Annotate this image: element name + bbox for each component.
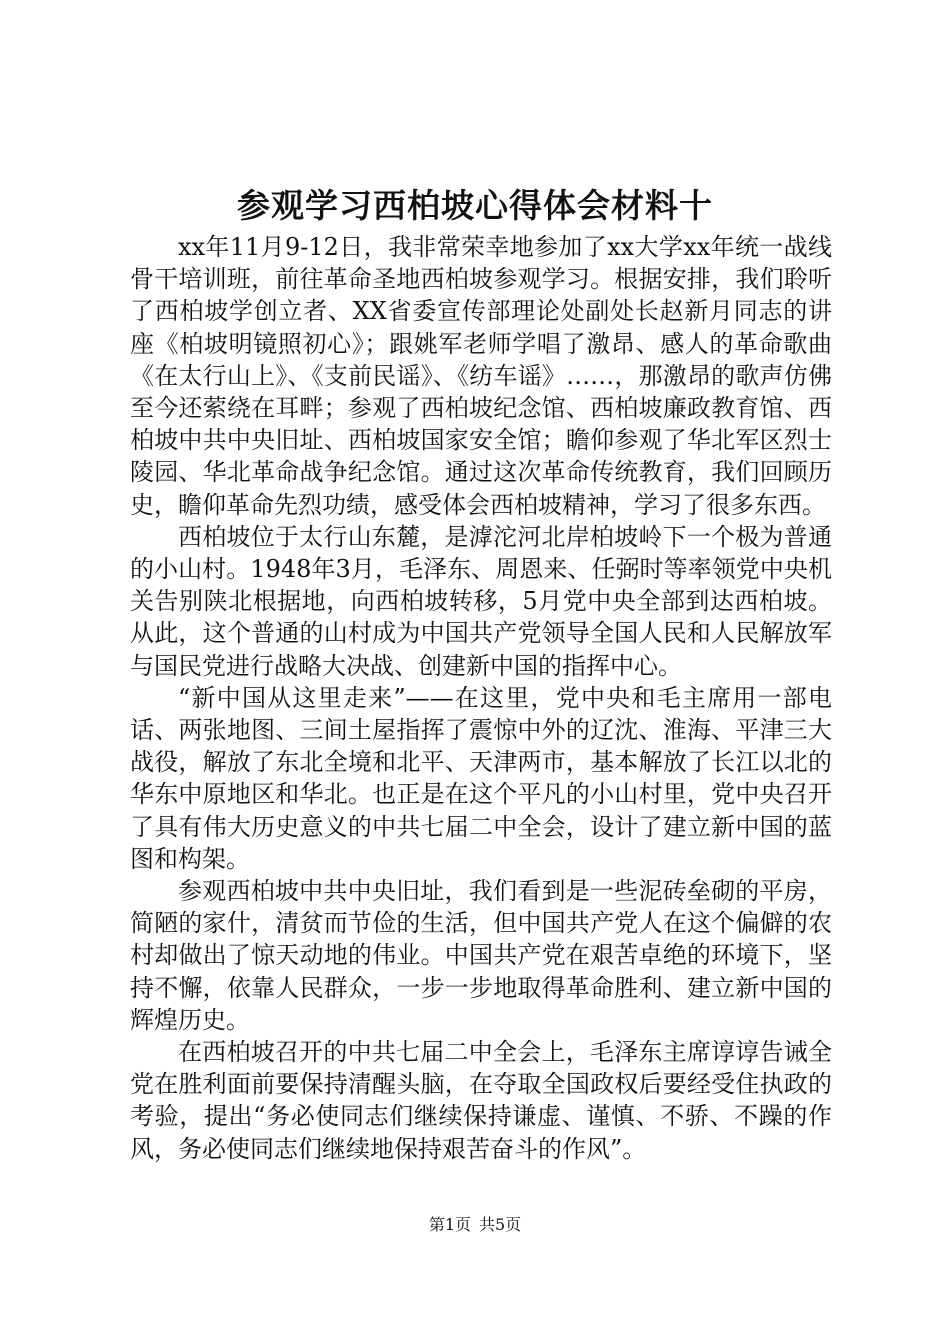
- page-number: 第1页: [428, 1215, 471, 1234]
- page-total: 共5页: [479, 1215, 522, 1234]
- paragraph: 西柏坡位于太行山东麓，是滹沱河北岸柏坡岭下一个极为普通的小山村。1948年3月，毛泽东、周恩来、任弼时等率领党中央机关告别陕北根据地，向西柏坡转移，5月党中央全部到达西柏坡。从此，这个普通的山村成为中国共产党领导全国人民和人民解放军与国民党进行战略大决战、创建新中国的指挥中心。: [130, 522, 832, 680]
- page-footer: [0, 1214, 950, 1236]
- paragraph: xx年11月9-12日，我非常荣幸地参加了xx大学xx年统一战线骨干培训班，前往革命圣地西柏坡参观学习。根据安排，我们聆听了西柏坡学创立者、XX省委宣传部理论处副处长赵新月同志的讲座《柏坡明镜照初心》；跟姚军老师学唱了激昂、感人的革命歌曲《在太行山上》、《支前民谣》、《纺车谣》……，那激昂的歌声仿佛至今还萦绕在耳畔；参观了西柏坡纪念馆、西柏坡廉政教育馆、西柏坡中共中央旧址、西柏坡国家安全馆；瞻仰参观了华北军区烈士陵园、华北革命战争纪念馆。通过这次革命传统教育，我们回顾历史，瞻仰革命先烈功绩，感受体会西柏坡精神，学习了很多东西。: [130, 233, 832, 519]
- paragraph: “新中国从这里走来”——在这里，党中央和毛主席用一部电话、两张地图、三间土屋指挥了震惊中外的辽沈、淮海、平津三大战役，解放了东北全境和北平、天津两市，基本解放了长江以北的华东中原地区和华北。也正是在这个平凡的小山村里，党中央召开了具有伟大历史意义的中共七届二中全会，设计了建立新中国的蓝图和构架。: [130, 683, 832, 873]
- paragraph: 参观西柏坡中共中央旧址，我们看到是一些泥砖垒砌的平房，简陋的家什，清贫而节俭的生活，但中国共产党人在这个偏僻的农村却做出了惊天动地的伟业。中国共产党在艰苦卓绝的环境下，坚持不懈，依靠人民群众，一步一步地取得革命胜利、建立新中国的辉煌历史。: [130, 877, 832, 1034]
- paragraph: 在西柏坡召开的中共七届二中全会上，毛泽东主席谆谆告诫全党在胜利面前要保持清醒头脑，在夺取全国政权后要经受住执政的考验，提出“务必使同志们继续保持谦虚、谨慎、不骄、不躁的作风，务必使同志们继续地保持艰苦奋斗的作风”。: [130, 1038, 832, 1163]
- document-body: [130, 231, 832, 1165]
- document-title: 参观学习西柏坡心得体会材料十: [237, 186, 713, 225]
